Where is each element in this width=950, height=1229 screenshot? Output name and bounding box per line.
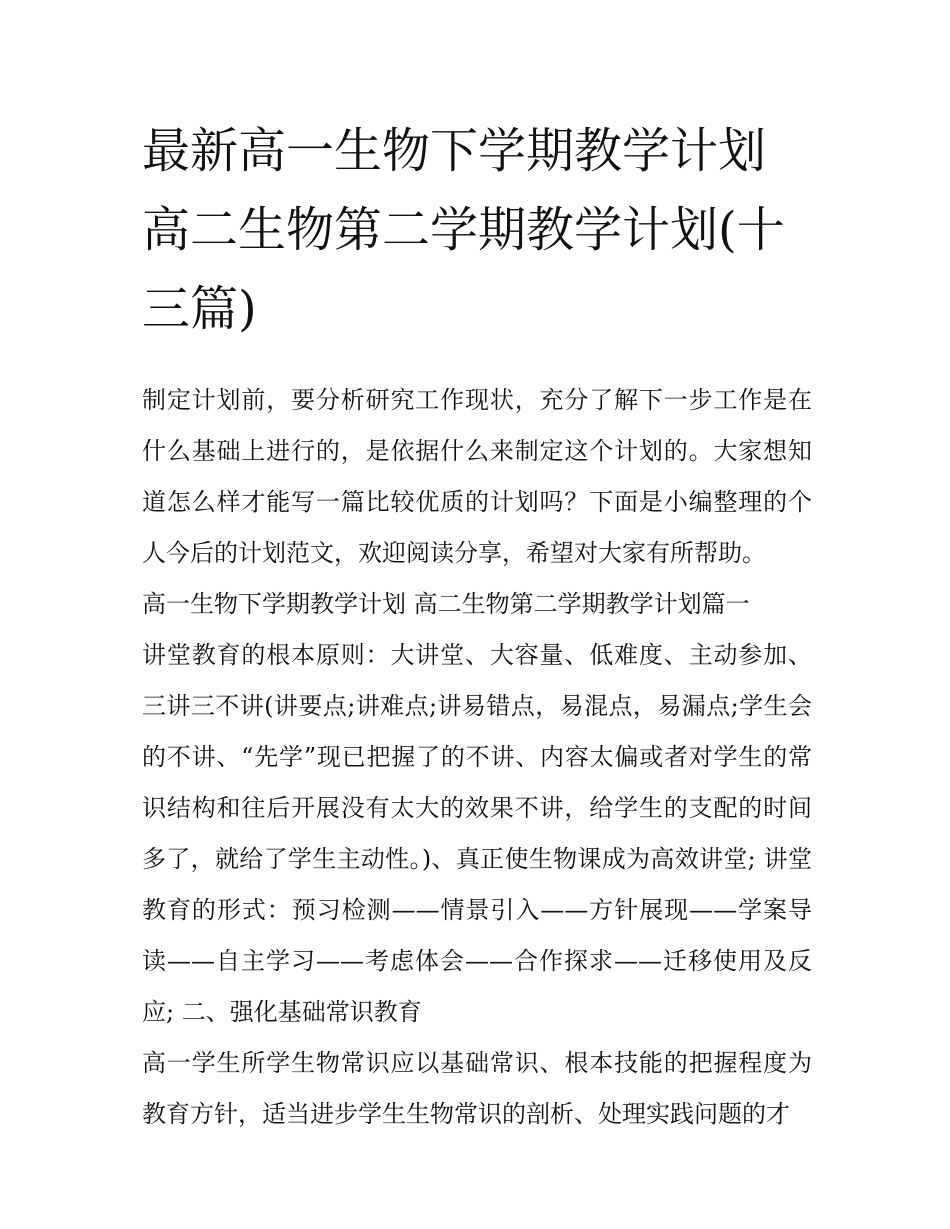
document-body — [142, 375, 812, 1140]
body-paragraph: 高一学生所学生物常识应以基础常识、根本技能的把握程度为教育方针，适当进步学生生物常识的剖析、处理实践问题的才 — [142, 1049, 812, 1128]
intro-paragraph: 制定计划前，要分析研究工作现状，充分了解下一步工作是在什么基础上进行的，是依据什么来制定这个计划的。大家想知道怎么样才能写一篇比较优质的计划吗？下面是小编整理的个人今后的计划范文，欢迎阅读分享，希望对大家有所帮助。 — [142, 386, 812, 567]
body-paragraph: 讲堂教育的根本原则：大讲堂、大容量、低难度、主动参加、三讲三不讲(讲要点;讲难点;讲易错点，易混点，易漏点;学生会的不讲、“先学”现已把握了的不讲、内容太偏或者对学生的常识结构和往后开展没有太大的效果不讲，给学生的支配的时间多了，就给了学生主动性。)、真正使生物课成为高效讲堂; 讲堂教育的形式：预习检测——情景引入——方针展现——学案导读——自主学习——考虑体会——合作探求——迁移使用及反应; 二、强化基础常识教育 — [142, 641, 812, 1026]
document-title: 最新高一生物下学期教学计划 高二生物第二学期教学计划(十三篇) — [142, 123, 785, 337]
document-page — [142, 112, 812, 1140]
section-heading: 高一生物下学期教学计划 高二生物第二学期教学计划篇一 — [142, 590, 750, 618]
